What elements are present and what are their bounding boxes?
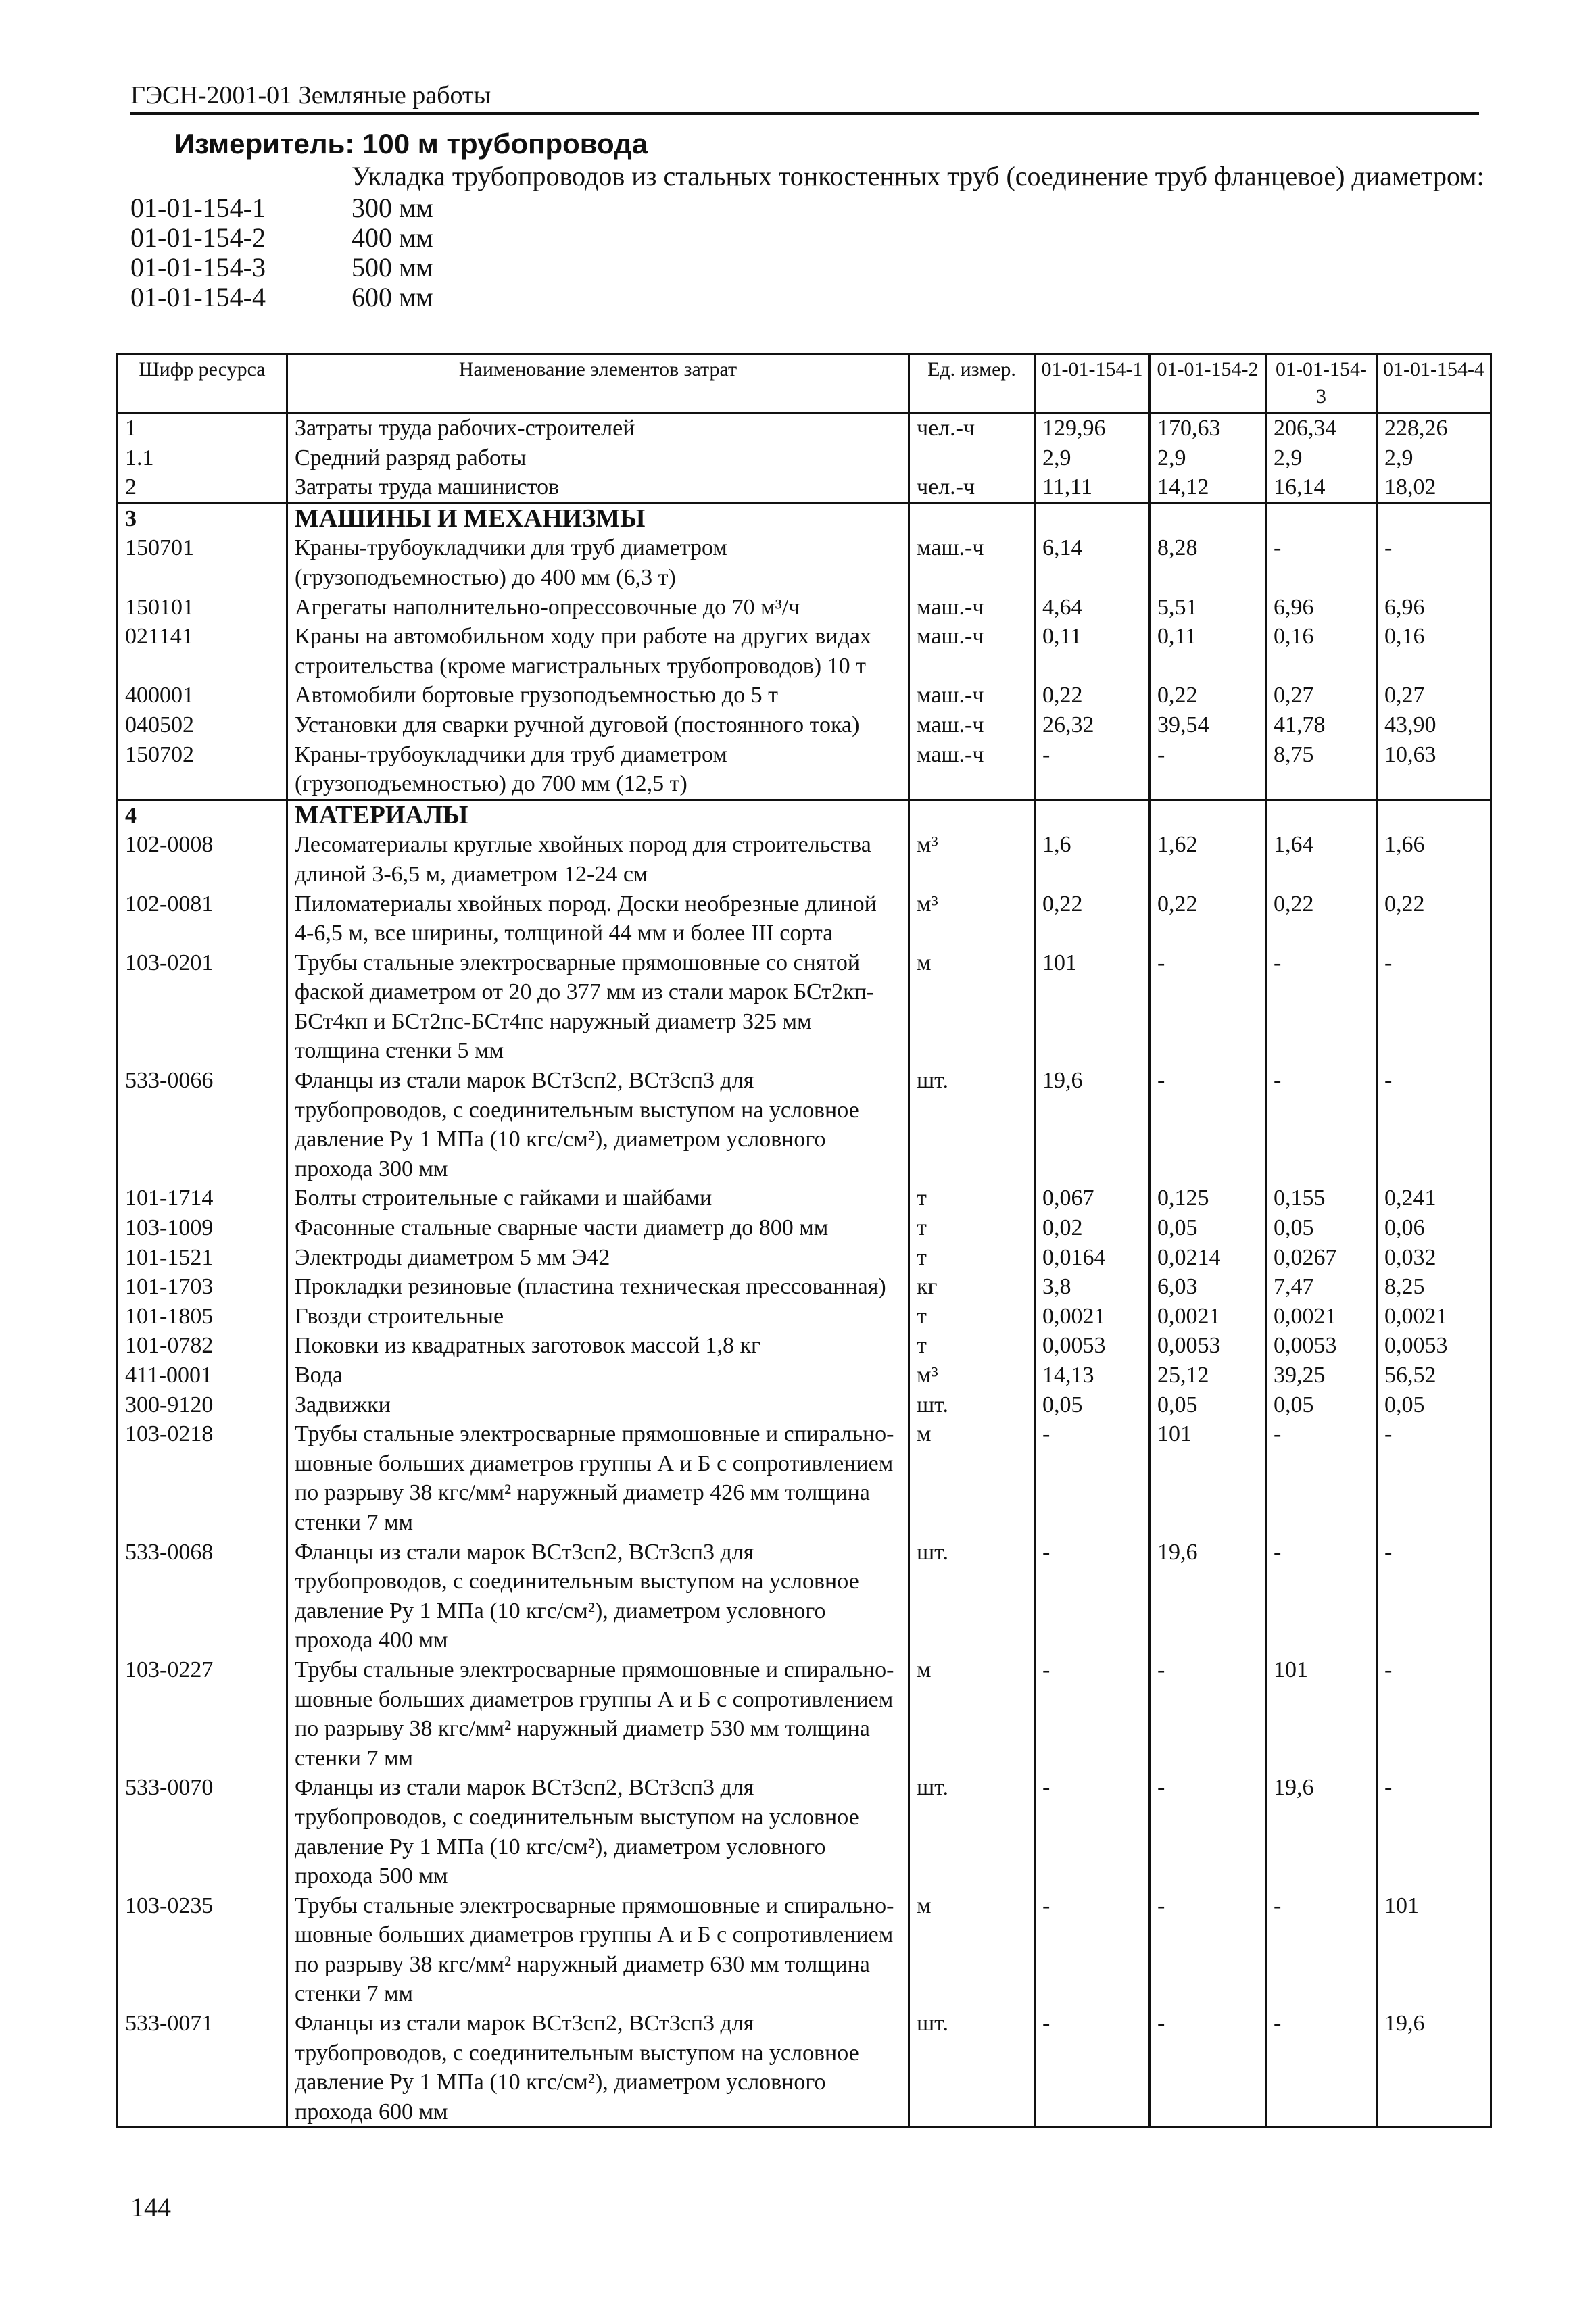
value-variant-3: 0,05 xyxy=(1266,1213,1377,1243)
resource-code: 400001 xyxy=(118,681,287,710)
value-variant-4: - xyxy=(1377,1066,1491,1184)
value-variant-2: 19,6 xyxy=(1150,1538,1266,1655)
value-variant-4: 101 xyxy=(1377,1891,1491,2009)
table-row xyxy=(118,710,1491,740)
value-variant-3: - xyxy=(1266,1066,1377,1184)
variant-label: 400 мм xyxy=(352,222,433,253)
value-variant-4: 0,06 xyxy=(1377,1213,1491,1243)
value-variant-4: 0,16 xyxy=(1377,622,1491,681)
table-body xyxy=(118,413,1491,2128)
value-variant-1: - xyxy=(1035,1773,1150,1891)
resource-unit: шт. xyxy=(909,2009,1035,2128)
value-variant-2: 2,9 xyxy=(1150,443,1266,473)
value-variant-1: 26,32 xyxy=(1035,710,1150,740)
value-variant-4: 6,96 xyxy=(1377,593,1491,623)
resource-name: Болты строительные с гайками и шайбами xyxy=(287,1184,909,1213)
value-variant-2: - xyxy=(1150,1773,1266,1891)
value-variant-1: 0,067 xyxy=(1035,1184,1150,1213)
value-variant-1: 0,0164 xyxy=(1035,1243,1150,1273)
table-row xyxy=(118,1066,1491,1184)
value-variant-3: 16,14 xyxy=(1266,472,1377,503)
resource-code: 4 xyxy=(118,800,287,830)
resource-code: 103-0227 xyxy=(118,1655,287,1773)
value-variant-2: 0,0214 xyxy=(1150,1243,1266,1273)
resource-code: 533-0070 xyxy=(118,1773,287,1891)
table-row xyxy=(118,1419,1491,1537)
value-variant-1 xyxy=(1035,503,1150,533)
value-variant-3: 39,25 xyxy=(1266,1361,1377,1390)
value-variant-3: - xyxy=(1266,2009,1377,2128)
value-variant-4: 0,0021 xyxy=(1377,1302,1491,1332)
value-variant-4: - xyxy=(1377,948,1491,1066)
value-variant-1: 2,9 xyxy=(1035,443,1150,473)
value-variant-3: 0,155 xyxy=(1266,1184,1377,1213)
resource-unit: шт. xyxy=(909,1773,1035,1891)
value-variant-4 xyxy=(1377,800,1491,830)
value-variant-1: - xyxy=(1035,1655,1150,1773)
resource-unit xyxy=(909,503,1035,533)
col-header-unit: Ед. измер. xyxy=(909,354,1035,413)
value-variant-4 xyxy=(1377,503,1491,533)
value-variant-3: 101 xyxy=(1266,1655,1377,1773)
resource-name: МАШИНЫ И МЕХАНИЗМЫ xyxy=(287,503,909,533)
resource-unit: м³ xyxy=(909,890,1035,948)
resource-code: 021141 xyxy=(118,622,287,681)
resource-unit: маш.-ч xyxy=(909,740,1035,800)
value-variant-3: 0,22 xyxy=(1266,890,1377,948)
value-variant-2: - xyxy=(1150,1066,1266,1184)
resource-unit: шт. xyxy=(909,1066,1035,1184)
table-row xyxy=(118,533,1491,592)
table-row xyxy=(118,413,1491,443)
value-variant-4: 0,0053 xyxy=(1377,1331,1491,1361)
resource-name: Трубы стальные электросварные прямошовные и спирально-шовные больших диаметров группы А и Б с сопротивлением по разрыву 38 кгс/мм² наружный диаметр 630 мм толщина стенки 7 мм xyxy=(287,1891,909,2009)
table-row xyxy=(118,740,1491,800)
running-header xyxy=(130,80,1479,115)
table-row xyxy=(118,1538,1491,1655)
resource-name: Агрегаты наполнительно-опрессовочные до 70 м³/ч xyxy=(287,593,909,623)
value-variant-4: 0,27 xyxy=(1377,681,1491,710)
resource-unit: м xyxy=(909,1891,1035,2009)
resource-name: Затраты труда рабочих-строителей xyxy=(287,413,909,443)
resource-unit xyxy=(909,800,1035,830)
measurer-heading: Измеритель: 100 м трубопровода xyxy=(174,128,648,160)
value-variant-3: - xyxy=(1266,1419,1377,1537)
value-variant-2: 0,05 xyxy=(1150,1213,1266,1243)
value-variant-2: 6,03 xyxy=(1150,1272,1266,1302)
value-variant-3: 6,96 xyxy=(1266,593,1377,623)
value-variant-1: 14,13 xyxy=(1035,1361,1150,1390)
resource-table xyxy=(116,353,1492,2128)
value-variant-2: 0,22 xyxy=(1150,890,1266,948)
table-row xyxy=(118,2009,1491,2128)
value-variant-3 xyxy=(1266,503,1377,533)
value-variant-2: 0,0053 xyxy=(1150,1331,1266,1361)
value-variant-3: - xyxy=(1266,1538,1377,1655)
resource-code: 2 xyxy=(118,472,287,503)
resource-name: Краны на автомобильном ходу при работе на других видах строительства (кроме магистральных трубопроводов) 10 т xyxy=(287,622,909,681)
col-header-variant-4: 01-01-154-4 xyxy=(1377,354,1491,413)
value-variant-2 xyxy=(1150,503,1266,533)
value-variant-1: 0,22 xyxy=(1035,890,1150,948)
value-variant-4: - xyxy=(1377,1419,1491,1537)
value-variant-2: - xyxy=(1150,2009,1266,2128)
value-variant-4: - xyxy=(1377,1773,1491,1891)
section-heading-row xyxy=(118,800,1491,830)
table-row xyxy=(118,1302,1491,1332)
resource-code: 101-1521 xyxy=(118,1243,287,1273)
resource-unit: кг xyxy=(909,1272,1035,1302)
value-variant-4: 2,9 xyxy=(1377,443,1491,473)
table-row xyxy=(118,1773,1491,1891)
value-variant-3: 41,78 xyxy=(1266,710,1377,740)
resource-name: Фланцы из стали марок ВСт3сп2, ВСт3сп3 для трубопроводов, с соединительным выступом на условное давление Ру 1 МПа (10 кгс/см²), диаметром условного прохода 600 мм xyxy=(287,2009,909,2128)
value-variant-4: 1,66 xyxy=(1377,830,1491,889)
resource-unit: т xyxy=(909,1302,1035,1332)
col-header-name: Наименование элементов затрат xyxy=(287,354,909,413)
resource-code: 103-0235 xyxy=(118,1891,287,2009)
resource-code: 533-0071 xyxy=(118,2009,287,2128)
variant-code: 01-01-154-1 xyxy=(130,193,266,223)
resource-name: Гвозди строительные xyxy=(287,1302,909,1332)
value-variant-1: 11,11 xyxy=(1035,472,1150,503)
resource-unit: т xyxy=(909,1213,1035,1243)
value-variant-1: 3,8 xyxy=(1035,1272,1150,1302)
resource-code: 3 xyxy=(118,503,287,533)
variant-code: 01-01-154-3 xyxy=(130,252,266,283)
value-variant-4: 0,22 xyxy=(1377,890,1491,948)
resource-name: Установки для сварки ручной дуговой (постоянного тока) xyxy=(287,710,909,740)
resource-name: Затраты труда машинистов xyxy=(287,472,909,503)
table-row xyxy=(118,948,1491,1066)
value-variant-1: 0,0053 xyxy=(1035,1331,1150,1361)
table-row xyxy=(118,1891,1491,2009)
value-variant-3: 206,34 xyxy=(1266,413,1377,443)
value-variant-3: - xyxy=(1266,948,1377,1066)
variant-code: 01-01-154-2 xyxy=(130,222,266,253)
work-title: Укладка трубопроводов из стальных тонкостенных труб (соединение труб фланцевое) диаметром: xyxy=(352,161,1484,191)
resource-code: 533-0068 xyxy=(118,1538,287,1655)
resource-unit: м xyxy=(909,948,1035,1066)
resource-name: Задвижки xyxy=(287,1390,909,1420)
resource-unit: чел.-ч xyxy=(909,413,1035,443)
resource-name: Поковки из квадратных заготовок массой 1,8 кг xyxy=(287,1331,909,1361)
value-variant-3: 7,47 xyxy=(1266,1272,1377,1302)
resource-name: Трубы стальные электросварные прямошовные со снятой фаской диаметром от 20 до 377 мм из стали марок БСт2кп-БСт4кп и БСт2пс-БСт4пс наружный диаметр 325 мм толщина стенки 5 мм xyxy=(287,948,909,1066)
section-heading-row xyxy=(118,503,1491,533)
table-row xyxy=(118,1184,1491,1213)
value-variant-4: 56,52 xyxy=(1377,1361,1491,1390)
resource-code: 101-1703 xyxy=(118,1272,287,1302)
resource-code: 102-0008 xyxy=(118,830,287,889)
value-variant-4: 0,05 xyxy=(1377,1390,1491,1420)
resource-name: МАТЕРИАЛЫ xyxy=(287,800,909,830)
running-title: ГЭСН-2001-01 Земляные работы xyxy=(130,81,491,109)
col-header-variant-3: 01-01-154-3 xyxy=(1266,354,1377,413)
value-variant-4: 0,032 xyxy=(1377,1243,1491,1273)
resource-code: 150101 xyxy=(118,593,287,623)
variant-row xyxy=(130,283,433,312)
value-variant-1: 0,05 xyxy=(1035,1390,1150,1420)
value-variant-4: 10,63 xyxy=(1377,740,1491,800)
value-variant-4: 43,90 xyxy=(1377,710,1491,740)
value-variant-1: - xyxy=(1035,740,1150,800)
resource-unit: т xyxy=(909,1243,1035,1273)
table-row xyxy=(118,830,1491,889)
table-row xyxy=(118,1213,1491,1243)
resource-code: 103-0218 xyxy=(118,1419,287,1537)
value-variant-1: - xyxy=(1035,1538,1150,1655)
value-variant-1: 101 xyxy=(1035,948,1150,1066)
variant-label: 300 мм xyxy=(352,193,433,223)
resource-name: Электроды диаметром 5 мм Э42 xyxy=(287,1243,909,1273)
value-variant-2: 0,11 xyxy=(1150,622,1266,681)
table-row xyxy=(118,1655,1491,1773)
resource-unit: м xyxy=(909,1419,1035,1537)
value-variant-2: 25,12 xyxy=(1150,1361,1266,1390)
resource-unit: т xyxy=(909,1331,1035,1361)
resource-code: 411-0001 xyxy=(118,1361,287,1390)
resource-code: 101-1714 xyxy=(118,1184,287,1213)
value-variant-2: 170,63 xyxy=(1150,413,1266,443)
resource-name: Лесоматериалы круглые хвойных пород для строительства длиной 3-6,5 м, диаметром 12-24 см xyxy=(287,830,909,889)
value-variant-4: 19,6 xyxy=(1377,2009,1491,2128)
resource-unit: маш.-ч xyxy=(909,593,1035,623)
resource-name: Фланцы из стали марок ВСт3сп2, ВСт3сп3 для трубопроводов, с соединительным выступом на условное давление Ру 1 МПа (10 кгс/см²), диаметром условного прохода 500 мм xyxy=(287,1773,909,1891)
value-variant-3: 2,9 xyxy=(1266,443,1377,473)
table-row xyxy=(118,443,1491,473)
resource-unit: м³ xyxy=(909,830,1035,889)
col-header-variant-2: 01-01-154-2 xyxy=(1150,354,1266,413)
col-header-variant-1: 01-01-154-1 xyxy=(1035,354,1150,413)
value-variant-3: 8,75 xyxy=(1266,740,1377,800)
value-variant-2: 39,54 xyxy=(1150,710,1266,740)
value-variant-4: - xyxy=(1377,533,1491,592)
value-variant-2: 0,05 xyxy=(1150,1390,1266,1420)
value-variant-3: 0,05 xyxy=(1266,1390,1377,1420)
resource-code: 150702 xyxy=(118,740,287,800)
value-variant-3: 0,16 xyxy=(1266,622,1377,681)
resource-unit: маш.-ч xyxy=(909,533,1035,592)
value-variant-1: 6,14 xyxy=(1035,533,1150,592)
value-variant-2: 0,125 xyxy=(1150,1184,1266,1213)
resource-code: 103-0201 xyxy=(118,948,287,1066)
variant-label: 600 мм xyxy=(352,282,433,312)
resource-unit: т xyxy=(909,1184,1035,1213)
table-row xyxy=(118,472,1491,503)
resource-code: 102-0081 xyxy=(118,890,287,948)
resource-code: 1 xyxy=(118,413,287,443)
value-variant-2: 101 xyxy=(1150,1419,1266,1537)
value-variant-1: 0,02 xyxy=(1035,1213,1150,1243)
resource-name: Краны-трубоукладчики для труб диаметром (грузоподъемностью) до 400 мм (6,3 т) xyxy=(287,533,909,592)
page-number: 144 xyxy=(130,2192,171,2222)
table-row xyxy=(118,1361,1491,1390)
resource-code: 103-1009 xyxy=(118,1213,287,1243)
resource-name: Автомобили бортовые грузоподъемностью до 5 т xyxy=(287,681,909,710)
resource-name: Фасонные стальные сварные части диаметр до 800 мм xyxy=(287,1213,909,1243)
value-variant-3: 0,0053 xyxy=(1266,1331,1377,1361)
value-variant-4: 8,25 xyxy=(1377,1272,1491,1302)
value-variant-1: - xyxy=(1035,1891,1150,2009)
value-variant-1: 0,22 xyxy=(1035,681,1150,710)
variant-row xyxy=(130,223,433,253)
value-variant-2: 0,0021 xyxy=(1150,1302,1266,1332)
value-variant-1: 0,0021 xyxy=(1035,1302,1150,1332)
value-variant-2: 5,51 xyxy=(1150,593,1266,623)
resource-code: 101-0782 xyxy=(118,1331,287,1361)
value-variant-1: - xyxy=(1035,1419,1150,1537)
value-variant-2: - xyxy=(1150,948,1266,1066)
table-row xyxy=(118,681,1491,710)
table-row xyxy=(118,1243,1491,1273)
resource-unit: шт. xyxy=(909,1538,1035,1655)
resource-code: 101-1805 xyxy=(118,1302,287,1332)
value-variant-2: 8,28 xyxy=(1150,533,1266,592)
value-variant-3: 0,0021 xyxy=(1266,1302,1377,1332)
value-variant-2: 0,22 xyxy=(1150,681,1266,710)
value-variant-1: 0,11 xyxy=(1035,622,1150,681)
resource-name: Пиломатериалы хвойных пород. Доски необрезные длиной 4-6,5 м, все ширины, толщиной 44 мм и более III сорта xyxy=(287,890,909,948)
resource-unit: м³ xyxy=(909,1361,1035,1390)
table-row xyxy=(118,593,1491,623)
resource-unit: шт. xyxy=(909,1390,1035,1420)
resource-unit: маш.-ч xyxy=(909,710,1035,740)
value-variant-1: 129,96 xyxy=(1035,413,1150,443)
value-variant-4: - xyxy=(1377,1655,1491,1773)
table-row xyxy=(118,622,1491,681)
resource-code: 150701 xyxy=(118,533,287,592)
table-row xyxy=(118,1272,1491,1302)
resource-name: Трубы стальные электросварные прямошовные и спирально-шовные больших диаметров группы А и Б с сопротивлением по разрыву 38 кгс/мм² наружный диаметр 426 мм толщина стенки 7 мм xyxy=(287,1419,909,1537)
resource-name: Прокладки резиновые (пластина техническая прессованная) xyxy=(287,1272,909,1302)
resource-name: Средний разряд работы xyxy=(287,443,909,473)
resource-name: Краны-трубоукладчики для труб диаметром (грузоподъемностью) до 700 мм (12,5 т) xyxy=(287,740,909,800)
resource-name: Трубы стальные электросварные прямошовные и спирально-шовные больших диаметров группы А и Б с сопротивлением по разрыву 38 кгс/мм² наружный диаметр 530 мм толщина стенки 7 мм xyxy=(287,1655,909,1773)
value-variant-3 xyxy=(1266,800,1377,830)
table-header-row xyxy=(118,354,1491,413)
value-variant-2: - xyxy=(1150,1655,1266,1773)
value-variant-3: 0,0267 xyxy=(1266,1243,1377,1273)
value-variant-3: 1,64 xyxy=(1266,830,1377,889)
resource-code: 300-9120 xyxy=(118,1390,287,1420)
variant-row xyxy=(130,253,433,283)
resource-unit: маш.-ч xyxy=(909,681,1035,710)
value-variant-3: 19,6 xyxy=(1266,1773,1377,1891)
value-variant-1 xyxy=(1035,800,1150,830)
col-header-code: Шифр ресурса xyxy=(118,354,287,413)
value-variant-4: 228,26 xyxy=(1377,413,1491,443)
value-variant-1: 19,6 xyxy=(1035,1066,1150,1184)
resource-code: 1.1 xyxy=(118,443,287,473)
resource-unit: чел.-ч xyxy=(909,472,1035,503)
value-variant-4: 18,02 xyxy=(1377,472,1491,503)
variant-row xyxy=(130,193,433,223)
resource-code: 040502 xyxy=(118,710,287,740)
table-row xyxy=(118,1390,1491,1420)
value-variant-2: - xyxy=(1150,740,1266,800)
value-variant-4: 0,241 xyxy=(1377,1184,1491,1213)
value-variant-3: - xyxy=(1266,533,1377,592)
resource-name: Фланцы из стали марок ВСт3сп2, ВСт3сп3 для трубопроводов, с соединительным выступом на условное давление Ру 1 МПа (10 кгс/см²), диаметром условного прохода 300 мм xyxy=(287,1066,909,1184)
value-variant-2: 14,12 xyxy=(1150,472,1266,503)
resource-name: Фланцы из стали марок ВСт3сп2, ВСт3сп3 для трубопроводов, с соединительным выступом на условное давление Ру 1 МПа (10 кгс/см²), диаметром условного прохода 400 мм xyxy=(287,1538,909,1655)
value-variant-2: - xyxy=(1150,1891,1266,2009)
value-variant-3: 0,27 xyxy=(1266,681,1377,710)
value-variant-4: - xyxy=(1377,1538,1491,1655)
resource-unit: м xyxy=(909,1655,1035,1773)
variant-label: 500 мм xyxy=(352,252,433,283)
resource-code: 533-0066 xyxy=(118,1066,287,1184)
value-variant-2: 1,62 xyxy=(1150,830,1266,889)
value-variant-1: - xyxy=(1035,2009,1150,2128)
value-variant-3: - xyxy=(1266,1891,1377,2009)
value-variant-2 xyxy=(1150,800,1266,830)
value-variant-1: 1,6 xyxy=(1035,830,1150,889)
resource-name: Вода xyxy=(287,1361,909,1390)
table-row xyxy=(118,1331,1491,1361)
table-row xyxy=(118,890,1491,948)
resource-unit: маш.-ч xyxy=(909,622,1035,681)
variant-code: 01-01-154-4 xyxy=(130,282,266,312)
value-variant-1: 4,64 xyxy=(1035,593,1150,623)
variant-list xyxy=(130,193,433,312)
resource-unit xyxy=(909,443,1035,473)
